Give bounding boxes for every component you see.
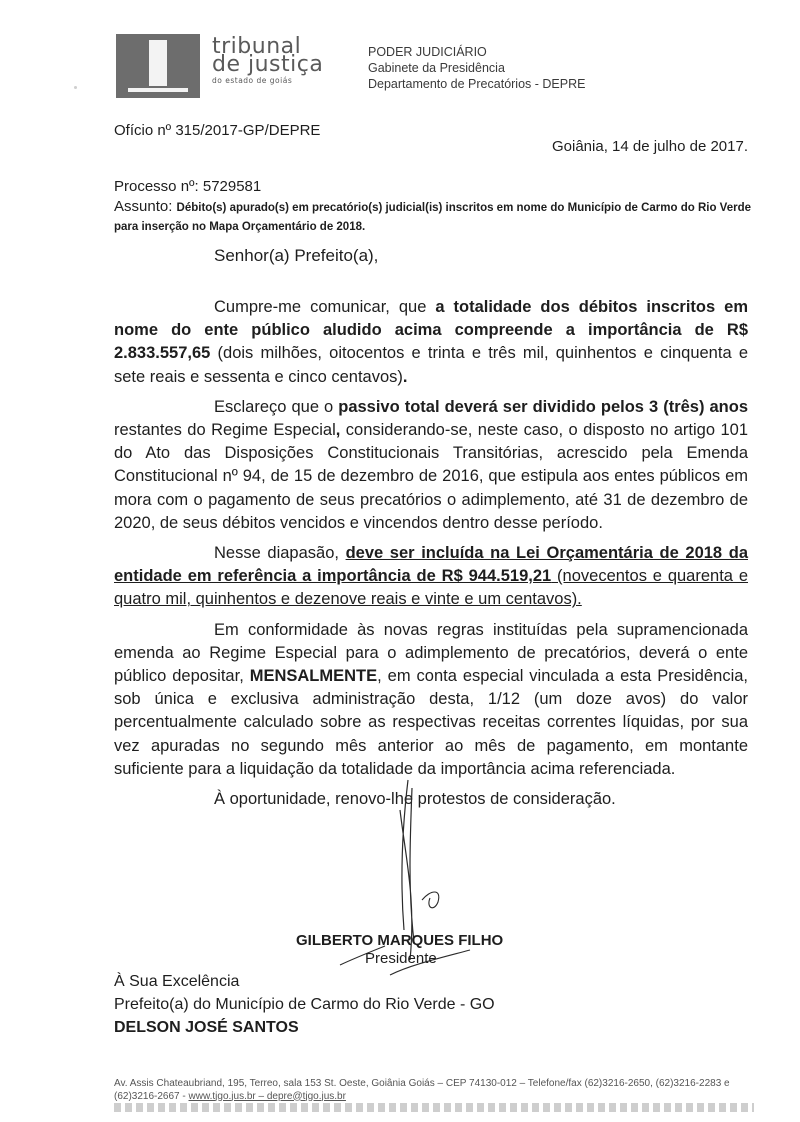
addressee-name: DELSON JOSÉ SANTOS <box>114 1019 299 1036</box>
p1-bold: a totalidade dos débitos inscritos em nome do ente público aludido acima compreende a importância de R$ 2.833.557,65 <box>114 298 748 363</box>
footer-web-link[interactable]: www.tjgo.jus.br – depre@tjgo.jus.br <box>188 1090 346 1102</box>
letterhead-line-1: PODER JUDICIÁRIO <box>368 45 487 59</box>
closing: À oportunidade, renovo-lhe protestos de consideração. <box>214 790 616 809</box>
p3-text-a: Nesse diapasão, <box>214 544 346 563</box>
signatory-title: Presidente <box>365 950 437 967</box>
subject-text: Débito(s) apurado(s) em precatório(s) judicial(is) inscritos em nome do Município de Carmo do Rio Verde para inserção no Mapa Orçamentário de 2018. <box>114 202 751 233</box>
logo-line-estado: do estado de goiás <box>212 76 293 85</box>
logo-pillar-shape <box>149 40 167 86</box>
p2-comma: , <box>335 421 341 440</box>
p1-text-a: Cumpre-me comunicar, que <box>214 298 436 316</box>
p1-period: . <box>402 367 408 386</box>
paragraph-4 <box>114 619 748 781</box>
scan-speck <box>74 86 77 89</box>
footer-address-text: Av. Assis Chateaubriand, 195, Terreo, sala 153 St. Oeste, Goiânia Goiás – CEP 74130-012 – Telefone/fax (62)3216-2650, (62)3216-2283 e (62)3216-2667 - <box>114 1078 730 1102</box>
letter-date: Goiânia, 14 de julho de 2017. <box>552 138 748 155</box>
p3-text-underlined: (novecentos e quarenta e quatro mil, quinhentos e dezenove reais e vinte e um centavos). <box>114 567 749 609</box>
p4-text-a: Em conformidade às novas regras instituídas pela supramencionada emenda ao Regime Especial para o adimplemento de precatórios, deverá o ente público depositar, <box>114 620 748 686</box>
letterhead-info <box>368 44 585 92</box>
p2-bold: passivo total deverá ser dividido pelos 3 (três) anos <box>338 397 748 416</box>
addressee-line-2: Prefeito(a) do Município de Carmo do Rio Verde - GO <box>114 996 495 1013</box>
p2-text-e: considerando-se, neste caso, o disposto no artigo 101 do Ato das Disposições Constitucionais Transitórias, acrescido pela Emenda Constitucional nº 94, de 15 de dezembro de 2016, que estipula aos entes públicos em mora com o pagamento de seus precatórios o adimplemento, até 31 de dezembro de 2020, de seus débitos vencidos e vincendos dentro desse período. <box>114 421 748 532</box>
p2-text-a: Esclareço que o <box>214 397 339 416</box>
letter-reference: Ofício nº 315/2017-GP/DEPRE <box>114 122 321 139</box>
logo-line-de-justica: de justiça <box>212 52 324 77</box>
court-logo-emblem <box>116 34 200 98</box>
p1-text-c: (dois milhões, oitocentos e trinta e três mil, quinhentos e cinquenta e sete reais e sessenta e cinco centavos) <box>114 344 748 386</box>
footer-decorative-strip <box>114 1103 754 1112</box>
paragraph-1 <box>114 296 748 389</box>
signatory-name: GILBERTO MARQUES FILHO <box>296 932 504 949</box>
addressee-line-1: À Sua Excelência <box>114 973 240 990</box>
paragraph-3 <box>114 542 748 612</box>
logo-line-tribunal: tribunal <box>212 34 302 59</box>
footer-address <box>114 1078 774 1103</box>
process-number: Processo nº: 5729581 <box>114 178 262 195</box>
p4-text-c: , em conta especial vinculada a esta Presidência, sob única e exclusiva administração desta, 1/12 (um doze avos) do valor percentualmente calculado sobre as respectivas receitas correntes líquidas, por sua vez apuradas no segundo mês anterior ao mês de pagamento, em montante suficiente para a liquidação da totalidade da importância acima referenciada. <box>114 667 748 778</box>
paragraph-2 <box>114 396 748 535</box>
letterhead-line-3: Departamento de Precatórios - DEPRE <box>368 77 586 91</box>
subject-label: Assunto: <box>114 198 173 215</box>
p4-bold: MENSALMENTE <box>249 667 378 686</box>
subject-line <box>114 198 754 236</box>
p3-bold-underlined: deve ser incluída na Lei Orçamentária de 2018 da entidade em referência a importância de R$ 944.519,21 <box>114 544 748 586</box>
letterhead-line-2: Gabinete da Presidência <box>368 61 505 75</box>
letter-body <box>114 296 748 818</box>
addressee-block <box>114 970 495 1039</box>
salutation: Senhor(a) Prefeito(a), <box>214 246 379 265</box>
logo-base-shape <box>128 88 188 92</box>
p2-text-c: restantes do Regime Especial <box>114 421 336 440</box>
court-logo-wordmark <box>212 34 324 85</box>
